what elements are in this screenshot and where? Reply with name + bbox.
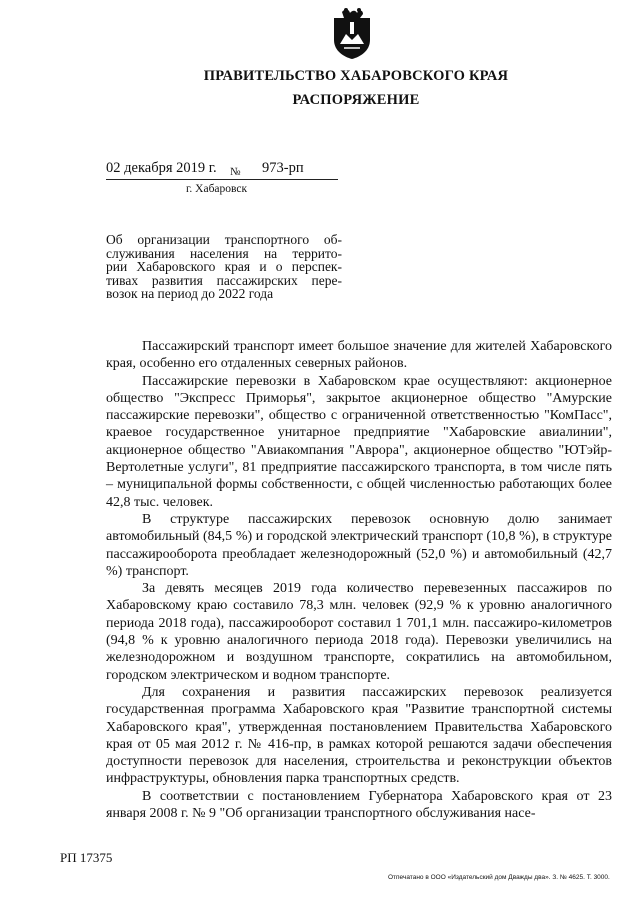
subject-line: возок на период до 2022 года — [106, 286, 274, 302]
organization-title: ПРАВИТЕЛЬСТВО ХАБАРОВСКОГО КРАЯ — [203, 68, 509, 84]
document-city: г. Хабаровск — [186, 183, 248, 195]
document-code: РП 17375 — [60, 850, 113, 865]
document-subject — [106, 233, 342, 301]
body-paragraph: В структуре пассажирских перевозок основную долю занимает автомобильный (84,5 %) и городской электрический транспорт (10,8 %), в структуре пассажирооборота преобладает железнодорожный (52,0 %) и автомобильный (42,7 %) транспорт. — [106, 511, 612, 579]
date-number-underline — [106, 179, 338, 180]
body-paragraph: За девять месяцев 2019 года количество перевезенных пассажиров по Хабаровскому краю составило 78,3 млн. человек (92,9 % к уровню аналогичного периода 2018 года), пассажирооборот составил 1 701,1 млн. пассажиро-километров (94,8 % к уровню аналогичного периода 2018 года). Перевозки увеличились на железнодорожном и воздушном транспорте, сократились на автомобильном, городском электрическом и водном транспорте. — [106, 581, 612, 683]
document-type: РАСПОРЯЖЕНИЕ — [292, 92, 420, 108]
body-paragraph: Пассажирские перевозки в Хабаровском крае осуществляют: акционерное общество "Экспресс Приморья", закрытое акционерное общество "Амурские пассажирские перевозки", общество с ограниченной ответственностью "КомПасс", краевое государственное унитарное предприятие "Хабаровские авиалинии", акционерное общество "Авиакомпания "Аврора", акционерное общество "ЮТэйр-Вертолетные услуги", 81 предприятие пассажирского транспорта, в том числе пять – муниципальной формы собственности, с общей численностью работающих более 42,8 тыс. человек. — [106, 373, 612, 510]
body-paragraph: В соответствии с постановлением Губернатора Хабаровского края от 23 января 2008 г. № 9 "Об организации транспортного обслуживания насе- — [106, 788, 612, 822]
print-note: Отпечатано в ООО «Издательский дом Дважды два». З. № 4625. Т. 3000. — [388, 874, 610, 881]
body-paragraph: Пассажирский транспорт имеет большое значение для жителей Хабаровского края, особенно его отдаленных северных районов. — [106, 339, 612, 372]
coat-of-arms-emblem — [330, 4, 374, 60]
subject-line: Об организации транспортного об- — [106, 232, 342, 247]
document-body — [106, 338, 612, 822]
subject-line: тивах развития пассажирских пере- — [106, 272, 342, 288]
subject-line: служивания населения на террито- — [106, 245, 342, 261]
document-date: 02 декабря 2019 г. — [106, 160, 217, 176]
body-paragraph: Для сохранения и развития пассажирских перевозок реализуется государственная программа Хабаровского края "Развитие транспортной системы Хабаровского края", утвержденная постановлением Правительства Хабаровского края от 05 мая 2012 г. № 416-пр, в рамках которой решаются задачи обеспечения доступности перевозок для населения, строительства и реконструкции объектов инфраструктуры, обновления парка транспортных средств. — [106, 684, 612, 787]
subject-line: рии Хабаровского края и о перспек- — [106, 259, 342, 275]
document-number: 973-рп — [262, 160, 304, 176]
number-sign: № — [230, 166, 241, 178]
